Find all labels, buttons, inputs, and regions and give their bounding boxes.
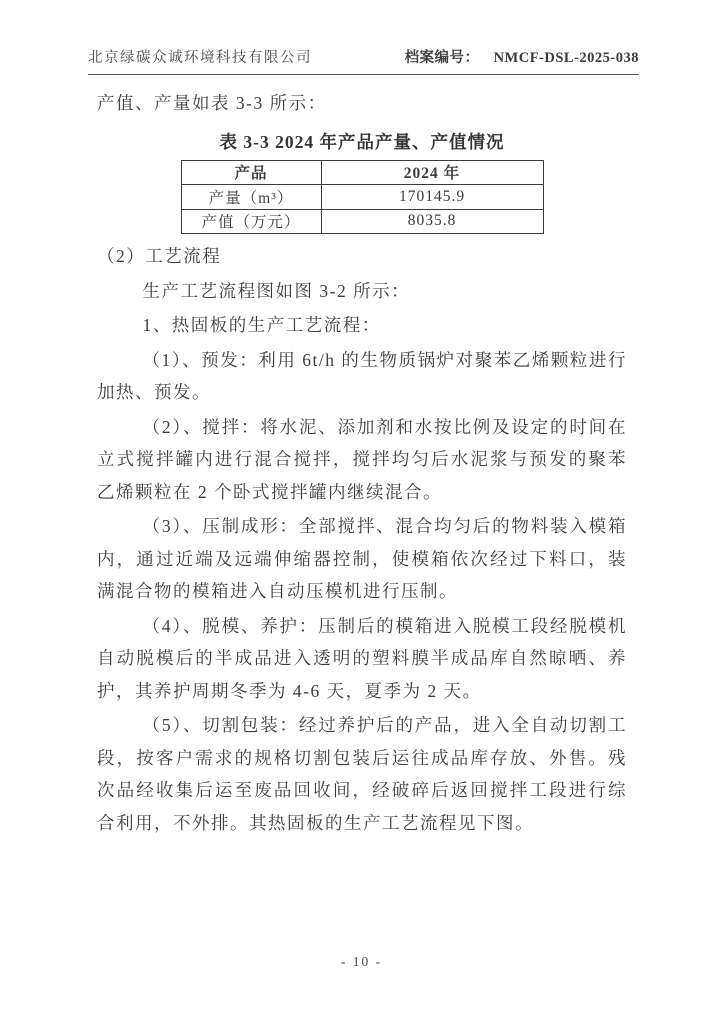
paragraph-step-5-cutting: （5）、切割包装：经过养护后的产品，进入全自动切割工段，按客户需求的规格切割包装后运往成品库存放、外售。残次品经收集后运至废品回收间，经破碎后返回搅拌工段进行综合利用，不外排。其热固板的生产工艺流程见下图。: [97, 715, 627, 833]
page-header: [88, 46, 639, 75]
table-header-product: 产品: [181, 160, 321, 185]
paragraph-step-1-prefoaming: （1）、预发：利用 6t/h 的生物质锅炉对聚苯乙烯颗粒进行加热、预发。: [97, 349, 627, 402]
paragraph-step-4-curing: （4）、脱模、养护：压制后的模箱进入脱模工段经脱模机自动脱模后的半成品进入透明的塑料膜半成品库自然晾晒、养护，其养护周期冬季为 4-6 天，夏季为 2 天。: [97, 615, 627, 701]
paragraph-flowchart-ref: 生产工艺流程图如图 3-2 所示：: [142, 280, 411, 301]
archive-label: 档案编号：: [404, 50, 480, 66]
row-output-label: 产量（m³）: [181, 185, 321, 210]
header-archive: [405, 46, 639, 67]
document-body: [97, 77, 627, 839]
row-value-label: 产值（万元）: [181, 209, 321, 234]
row-value-value: 8035.8: [321, 209, 543, 234]
paragraph-board-process-heading: 1、热固板的生产工艺流程：: [142, 315, 381, 335]
page-footer: [0, 954, 723, 970]
production-table: [181, 160, 544, 235]
archive-number: NMCF-DSL-2025-038: [493, 50, 639, 66]
paragraph-step-2-mixing: （2）、搅拌：将水泥、添加剂和水按比例及设定的时间在立式搅拌罐内进行混合搅拌，搅拌均匀后水泥浆与预发的聚苯乙烯颗粒在 2 个卧式搅拌罐内继续混合。: [97, 416, 627, 502]
table-row-value: [181, 209, 543, 234]
table-row-output: [181, 185, 543, 210]
page-number: - 10 -: [340, 954, 383, 969]
table-header-year: 2024 年: [321, 160, 543, 185]
paragraph-step-3-pressing: （3）、压制成形：全部搅拌、混合均匀后的物料装入模箱内，通过近端及远端伸缩器控制，使模箱依次经过下料口，装满混合物的模箱进入自动压模机进行压制。: [97, 516, 627, 601]
table-title: 表 3-3 2024 年产品产量、产值情况: [219, 131, 505, 152]
paragraph-process-heading: （2）工艺流程: [97, 246, 222, 266]
table-header-row: [181, 160, 543, 185]
header-company-name: 北京绿碳众诚环境科技有限公司: [88, 50, 312, 66]
row-output-value: 170145.9: [321, 185, 543, 210]
intro-paragraph: 产值、产量如表 3-3 所示：: [97, 93, 327, 113]
